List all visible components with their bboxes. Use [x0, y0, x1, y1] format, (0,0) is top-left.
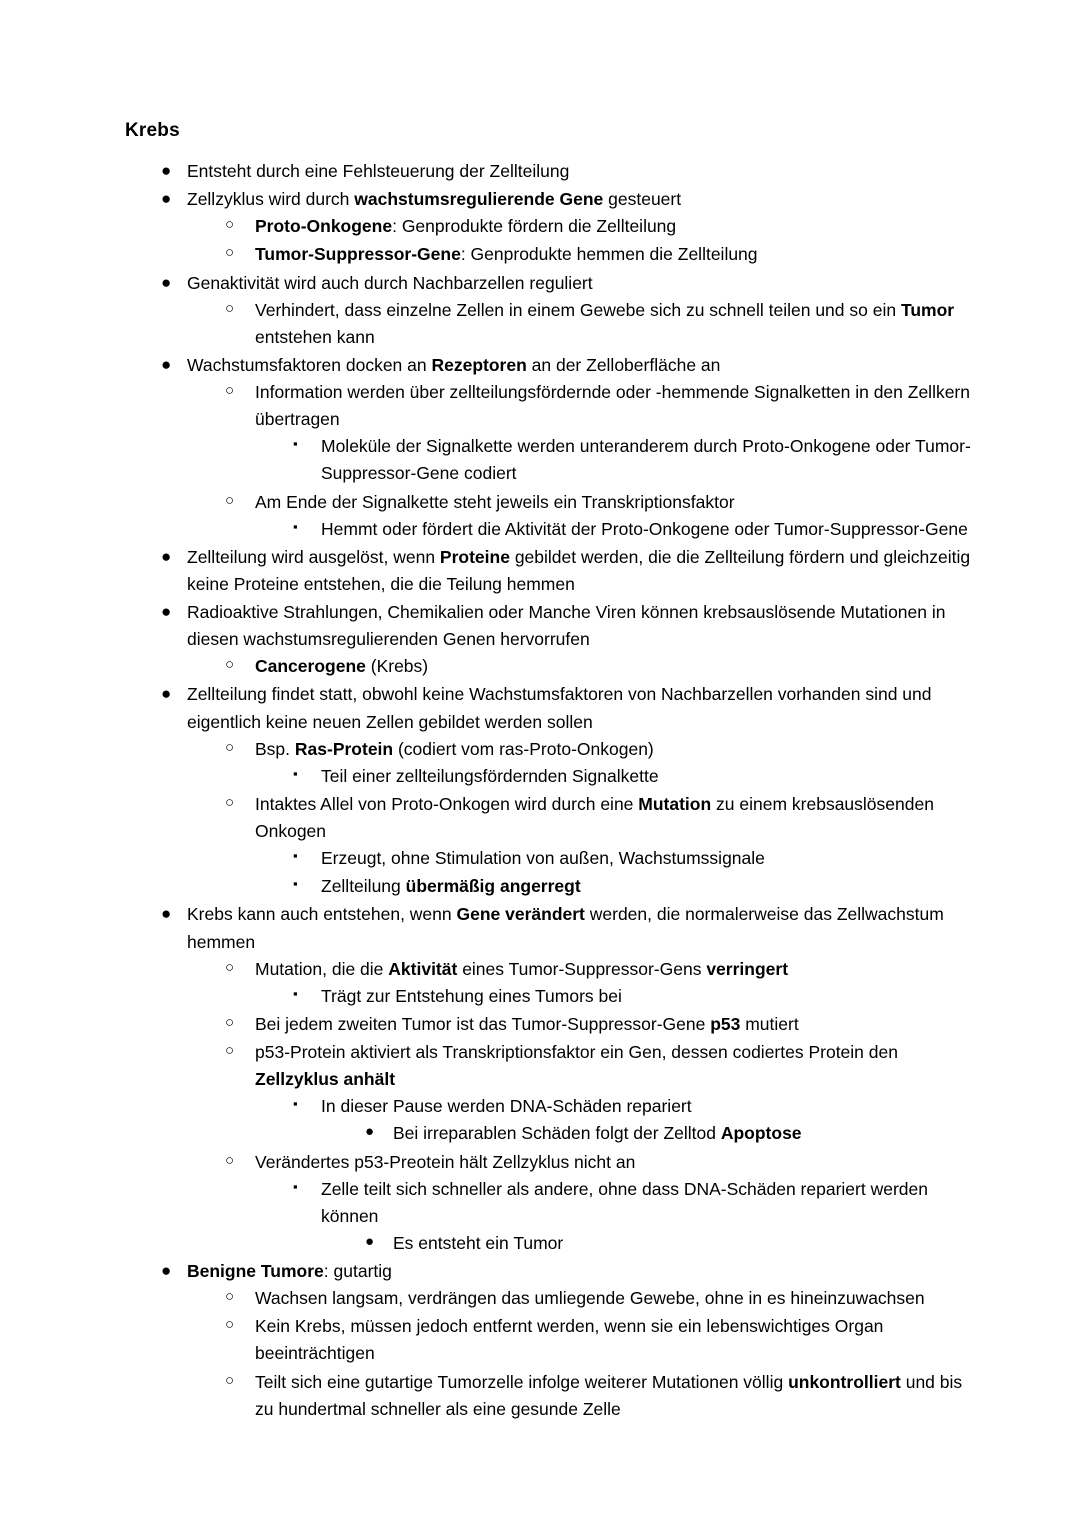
list-item	[255, 1093, 980, 1147]
outline-list	[125, 158, 980, 1423]
list-item	[125, 270, 980, 351]
list-item-text: Moleküle der Signalkette werden unteranderem durch Proto-Onkogene oder Tumor-Suppressor-Gene codiert	[321, 436, 971, 484]
square-marker-icon: ▪	[293, 848, 298, 864]
outline-level-1	[125, 158, 980, 1423]
circle-marker-icon: ○	[225, 1042, 235, 1059]
square-marker-icon: ▪	[293, 518, 298, 534]
outline-level-2	[187, 1285, 980, 1423]
list-item-text: Zellteilung übermäßig angerregt	[321, 876, 581, 897]
circle-marker-icon: ○	[225, 738, 235, 756]
bullet-marker-icon: ●	[161, 354, 172, 374]
page-title: Krebs	[125, 120, 180, 141]
outline-level-2	[187, 213, 980, 268]
bullet-marker-icon: ●	[161, 602, 172, 621]
bullet-marker-icon: ●	[161, 546, 172, 566]
list-item	[187, 489, 980, 543]
list-item-text: Information werden über zellteilungsfördernde oder -hemmende Signalketten in den Zellkern übertragen	[255, 382, 970, 430]
list-item	[187, 1369, 980, 1423]
list-item	[187, 1011, 980, 1038]
list-item	[187, 213, 980, 240]
outline-level-2	[187, 736, 980, 901]
list-item-text: Entsteht durch eine Fehlsteuerung der Zellteilung	[187, 161, 570, 181]
square-marker-icon: ▪	[293, 1178, 298, 1194]
outline-level-3	[255, 433, 980, 487]
circle-marker-icon: ○	[225, 216, 235, 234]
list-item-text: p53-Protein aktiviert als Transkriptionsfaktor ein Gen, dessen codiertes Protein den Zellzyklus anhält	[255, 1042, 898, 1090]
list-item	[187, 736, 980, 790]
dot-marker-icon: ●	[365, 1123, 375, 1141]
list-item	[187, 297, 980, 351]
list-item-text: Teilt sich eine gutartige Tumorzelle infolge weiterer Mutationen völlig unkontrolliert und bis zu hundertmal schneller als eine gesunde Zelle	[255, 1371, 963, 1419]
list-item-text: Zellteilung wird ausgelöst, wenn Proteine gebildet werden, die die Zellteilung fördern und gleichzeitig keine Proteine entstehen, die die Teilung hemmen	[187, 546, 971, 594]
list-item	[255, 873, 980, 900]
list-item-text: Es entsteht ein Tumor	[393, 1232, 564, 1253]
list-item	[125, 901, 980, 1257]
list-item-text: Bei irreparablen Schäden folgt der Zelltod Apoptose	[393, 1123, 802, 1144]
list-item-text: Bsp. Ras-Protein (codiert vom ras-Proto-Onkogen)	[255, 738, 654, 759]
list-item	[255, 433, 980, 487]
list-item	[187, 791, 980, 901]
list-item-text: Mutation, die die Aktivität eines Tumor-Suppressor-Gens verringert	[255, 958, 789, 979]
list-item-text: Trägt zur Entstehung eines Tumors bei	[321, 985, 622, 1006]
bullet-marker-icon: ●	[161, 904, 172, 924]
list-item-text: Erzeugt, ohne Stimulation von außen, Wachstumssignale	[321, 848, 765, 869]
outline-level-3	[255, 1176, 980, 1257]
circle-marker-icon: ○	[225, 1013, 235, 1031]
list-item-text: Tumor-Suppressor-Gene: Genprodukte hemmen die Zellteilung	[255, 244, 758, 265]
list-item	[187, 1149, 980, 1258]
outline-level-4	[321, 1230, 980, 1257]
list-item-text: Zelle teilt sich schneller als andere, ohne dass DNA-Schäden repariert werden können	[321, 1178, 928, 1226]
list-item-text: Wachstumsfaktoren docken an Rezeptoren an der Zelloberfläche an	[187, 354, 721, 375]
list-item-text: Krebs kann auch entstehen, wenn Gene verändert werden, die normalerweise das Zellwachstum hemmen	[187, 904, 944, 952]
dot-marker-icon: ●	[365, 1232, 375, 1250]
outline-level-2	[187, 379, 980, 543]
list-item	[187, 379, 980, 488]
list-item	[125, 1258, 980, 1423]
circle-marker-icon: ○	[225, 1151, 235, 1169]
list-item-text: Bei jedem zweiten Tumor ist das Tumor-Suppressor-Gene p53 mutiert	[255, 1013, 799, 1034]
list-item	[125, 352, 980, 543]
circle-marker-icon: ○	[225, 244, 235, 262]
list-item	[125, 681, 980, 900]
square-marker-icon: ▪	[293, 765, 298, 781]
outline-level-3	[255, 516, 980, 543]
outline-level-3	[255, 983, 980, 1010]
list-item-text: Hemmt oder fördert die Aktivität der Proto-Onkogene oder Tumor-Suppressor-Gene	[321, 518, 968, 539]
bullet-marker-icon: ●	[161, 1261, 172, 1280]
outline-level-3	[255, 1093, 980, 1147]
outline-level-4	[321, 1120, 980, 1147]
list-item	[255, 845, 980, 872]
list-item	[255, 1176, 980, 1257]
list-item	[187, 956, 980, 1010]
list-item	[255, 983, 980, 1010]
square-marker-icon: ▪	[293, 436, 298, 452]
bullet-marker-icon: ●	[161, 684, 172, 704]
list-item-text: Verhindert, dass einzelne Zellen in einem Gewebe sich zu schnell teilen und so ein Tumor entstehen kann	[255, 299, 955, 347]
list-item-text: Wachsen langsam, verdrängen das umliegende Gewebe, ohne in es hineinzuwachsen	[255, 1288, 925, 1309]
outline-level-2	[187, 653, 980, 680]
list-item	[125, 158, 980, 185]
list-item	[125, 544, 980, 598]
circle-marker-icon: ○	[225, 1371, 235, 1389]
circle-marker-icon: ○	[225, 299, 235, 317]
list-item	[187, 1313, 980, 1367]
outline-level-2	[187, 956, 980, 1257]
list-item-text: Proto-Onkogene: Genprodukte fördern die Zellteilung	[255, 216, 677, 237]
list-item-text: Teil einer zellteilungsfördernden Signalkette	[321, 765, 659, 786]
list-item	[187, 1285, 980, 1312]
circle-marker-icon: ○	[225, 382, 235, 399]
list-item	[321, 1230, 980, 1257]
outline-level-2	[187, 297, 980, 351]
circle-marker-icon: ○	[225, 656, 235, 674]
list-item-text: Radioaktive Strahlungen, Chemikalien oder Manche Viren können krebsauslösende Mutationen in diesen wachstumsregulierenden Genen hervorrufen	[187, 602, 946, 650]
list-item-text: Am Ende der Signalkette steht jeweils ein Transkriptionsfaktor	[255, 491, 735, 512]
list-item-text: Benigne Tumore: gutartig	[187, 1261, 392, 1281]
circle-marker-icon: ○	[225, 1316, 235, 1334]
list-item	[321, 1120, 980, 1147]
circle-marker-icon: ○	[225, 958, 235, 976]
list-item	[125, 599, 980, 680]
list-item	[125, 186, 980, 268]
circle-marker-icon: ○	[225, 491, 235, 509]
list-item-text: Kein Krebs, müssen jedoch entfernt werden, wenn sie ein lebenswichtiges Organ beeinträchtigen	[255, 1316, 884, 1364]
list-item	[187, 1039, 980, 1148]
outline-level-3	[255, 845, 980, 900]
circle-marker-icon: ○	[225, 1288, 235, 1306]
list-item	[187, 653, 980, 680]
bullet-marker-icon: ●	[161, 272, 172, 292]
square-marker-icon: ▪	[293, 876, 298, 892]
list-item-text: Intaktes Allel von Proto-Onkogen wird durch eine Mutation zu einem krebsauslösenden Onkogen	[255, 793, 934, 841]
list-item-text: Zellteilung findet statt, obwohl keine Wachstumsfaktoren von Nachbarzellen vorhanden sind und eigentlich keine neuen Zellen gebildet werden sollen	[187, 684, 932, 732]
list-item-text: Genaktivität wird auch durch Nachbarzellen reguliert	[187, 272, 593, 293]
bullet-marker-icon: ●	[161, 161, 172, 180]
list-item-text: Verändertes p53-Preotein hält Zellzyklus nicht an	[255, 1151, 636, 1172]
list-item-text: In dieser Pause werden DNA-Schäden repariert	[321, 1096, 692, 1117]
list-item	[255, 763, 980, 790]
list-item	[187, 241, 980, 268]
list-item	[255, 516, 980, 543]
circle-marker-icon: ○	[225, 793, 235, 811]
outline-level-3	[255, 763, 980, 790]
square-marker-icon: ▪	[293, 985, 298, 1001]
square-marker-icon: ▪	[293, 1096, 298, 1112]
bullet-marker-icon: ●	[161, 189, 172, 209]
list-item-text: Cancerogene (Krebs)	[255, 656, 429, 677]
list-item-text: Zellzyklus wird durch wachstumsregulierende Gene gesteuert	[187, 189, 682, 210]
